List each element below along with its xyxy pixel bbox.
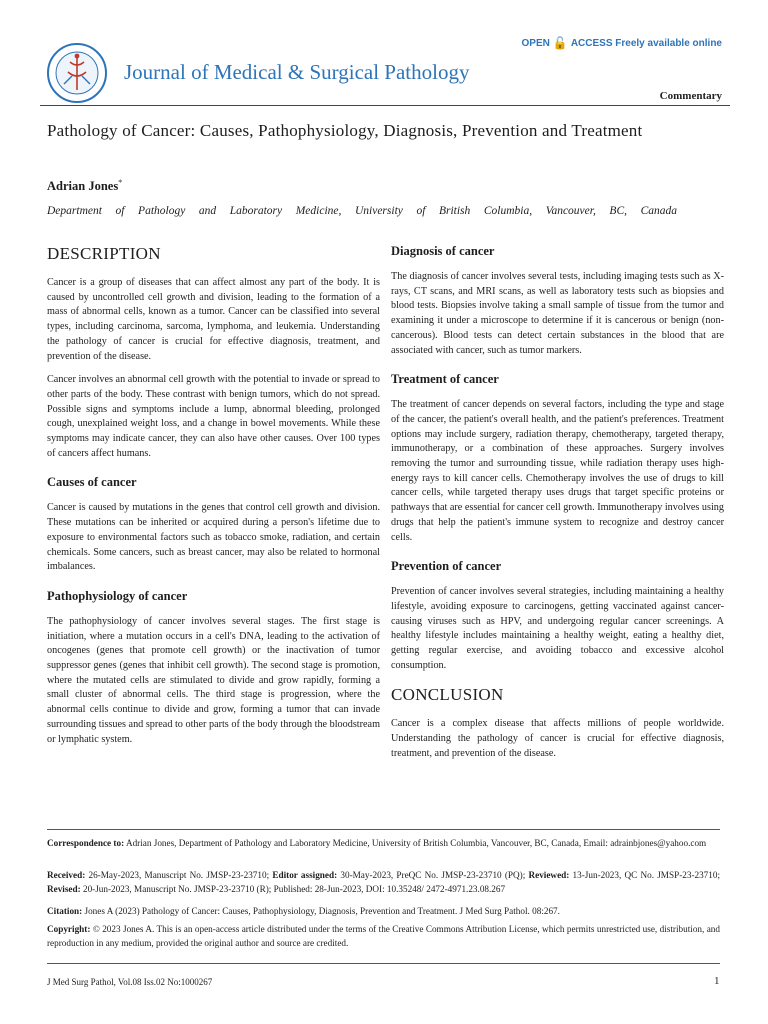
- dates-block: [47, 868, 720, 896]
- correspondence-text: Adrian Jones, Department of Pathology and Laboratory Medicine, University of British Columbia, Vancouver, BC, Canada, Email: adrainbjones@yahoo.com: [125, 838, 707, 848]
- conclusion-paragraph: Cancer is a complex disease that affects millions of people worldwide. Understanding the pathology of cancer is crucial for effective diagnosis, treatment, and prevention of the disease.: [391, 718, 724, 759]
- author-line: [47, 178, 122, 194]
- open-access-label: OPEN: [521, 37, 550, 49]
- copyright-block: [47, 922, 720, 950]
- reviewed-text: 13-Jun-2023, QC No. JMSP-23-23710;: [572, 870, 721, 880]
- citation-text: Jones A (2023) Pathology of Cancer: Causes, Pathophysiology, Diagnosis, Prevention and Treatment. J Med Surg Pathol. 08:267.: [84, 906, 560, 916]
- editor-label: Editor assigned:: [272, 870, 338, 880]
- editor-text: 30-May-2023, PreQC No. JMSP-23-23710 (PQ);: [340, 870, 526, 880]
- journal-header: [40, 30, 730, 110]
- pathophysiology-heading: Pathophysiology of cancer: [47, 588, 188, 603]
- open-lock-icon: 🔓: [552, 36, 568, 50]
- author-affiliation: Department of Pathology and Laboratory Medicine, University of British Columbia, Vancouver, BC, Canada: [47, 205, 677, 217]
- prevention-heading: Prevention of cancer: [391, 559, 502, 574]
- author-name: Adrian Jones: [47, 179, 119, 194]
- treatment-heading: Treatment of cancer: [391, 372, 499, 387]
- copyright-text: © 2023 Jones A. This is an open-access article distributed under the terms of the Creative Commons Attribution License, which permits unrestricted use, distribution, and reproduction in any medium, provided the original author and source are credited.: [47, 924, 720, 948]
- pathophysiology-paragraph: The pathophysiology of cancer involves several stages. The first stage is initiation, where a mutation occurs in a cell's DNA, leading to the activation of oncogenes (genes that promote cell growth) or the inactivation of tumor suppressor genes (genes that inhibit cell growth). The second stage is promotion, where the mutated cells are stimulated to divide and grow rapidly, forming a small cluster of abnormal cells. The third stage is progression, where the abnormal cells continue to divide and grow, forming a tumor that can invade surrounding tissues and spread to other parts of the body through the bloodstream or lymphatic system.: [47, 615, 380, 745]
- journal-logo-icon: [46, 42, 108, 104]
- revised-label: Revised:: [47, 884, 81, 894]
- page-number: 1: [714, 975, 720, 987]
- diagnosis-heading: Diagnosis of cancer: [391, 244, 495, 258]
- citation-block: [47, 904, 720, 918]
- reviewed-label: Reviewed:: [528, 870, 570, 880]
- copyright-label: Copyright:: [47, 924, 91, 934]
- journal-title: Journal of Medical & Surgical Pathology: [124, 60, 470, 84]
- revised-text: 20-Jun-2023, Manuscript No. JMSP-23-23710 (R); Published: 28-Jun-2023, DOI: 10.35248/ 2472-4971.23.08.267: [82, 884, 506, 894]
- open-access-text: ACCESS Freely available online: [570, 37, 722, 49]
- received-text: 26-May-2023, Manuscript No. JMSP-23-23710;: [88, 870, 270, 880]
- description-heading: DESCRIPTION: [47, 244, 161, 263]
- diagnosis-paragraph: The diagnosis of cancer involves several tests, including imaging tests such as X-rays, CT scans, and MRI scans, as well as laboratory tests such as biopsies and blood tests. Biopsies involve taking a small sample of tissue from the tumor and examining it under a microscope to determine if it is cancerous or benign (non-cancerous). Blood tests can detect certain substances in the blood that are associated with cancer, such as tumor markers.: [391, 271, 724, 356]
- author-mark: *: [118, 178, 123, 187]
- article-title: Pathology of Cancer: Causes, Pathophysiology, Diagnosis, Prevention and Treatment: [47, 121, 643, 140]
- conclusion-heading: CONCLUSION: [391, 685, 504, 705]
- footer-divider: [47, 829, 720, 830]
- page-footer-divider: [47, 963, 720, 964]
- open-access-badge: [522, 36, 722, 50]
- article-type: Commentary: [659, 90, 722, 102]
- received-label: Received:: [47, 870, 86, 880]
- correspondence-block: [47, 836, 720, 850]
- prevention-paragraph: Prevention of cancer involves several strategies, including maintaining a healthy lifestyle, avoiding exposure to carcinogens, getting vaccinated against cancer-causing viruses such as HPV, and undergoing regular cancer screenings. A healthy lifestyle includes maintaining a healthy weight, eating a healthy diet, getting regular exercise, and avoiding tobacco and excessive alcohol consumption.: [391, 586, 724, 671]
- description-paragraph-1: Cancer is a group of diseases that can affect almost any part of the body. It is caused by uncontrolled cell growth and division, leading to the formation of a mass of abnormal cells, known as a tumor. Cancer can be classified into several types, including carcinoma, sarcoma, lymphoma, and leukemia. Understanding the pathology of cancer is crucial for effective diagnosis, treatment, and prevention of the disease.: [47, 277, 380, 362]
- description-paragraph-2: Cancer involves an abnormal cell growth with the potential to invade or spread to other parts of the body. These contrast with benign tumors, which do not spread. Possible signs and symptoms include a lump, abnormal bleeding, prolonged cough, unexplained weight loss, and a change in bowel movements. While these symptoms may indicate cancer, they can also have other causes. Over 100 types of cancers affect humans.: [47, 374, 380, 459]
- causes-paragraph: Cancer is caused by mutations in the genes that control cell growth and division. These mutations can be inherited or acquired during a person's lifetime due to exposure to environmental factors such as tobacco smoke, radiation, and certain chemicals. Some cancers, such as breast cancer, may also be related to hormonal imbalances.: [47, 502, 380, 573]
- causes-heading: Causes of cancer: [47, 475, 137, 490]
- header-divider: [40, 105, 730, 106]
- treatment-paragraph: The treatment of cancer depends on several factors, including the type and stage of the cancer, the patient's overall health, and the patient's preferences. Treatment options may include surgery, radiation therapy, chemotherapy, targeted therapy, immunotherapy, or a combination of these approaches. Surgery involves removing the tumor and surrounding tissue, while radiation therapy uses high-energy rays to kill cancer cells. Chemotherapy involves the use of drugs to kill cancer cells, while targeted therapy uses drugs that target specific proteins or pathways that are essential for cancer cell growth. Immunotherapy involves using drugs that help the patient's immune system to recognize and destroy cancer cells.: [391, 399, 724, 543]
- correspondence-label: Correspondence to:: [47, 838, 125, 848]
- right-column: [391, 244, 724, 771]
- left-column: [47, 244, 380, 756]
- citation-label: Citation:: [47, 906, 83, 916]
- journal-reference: J Med Surg Pathol, Vol.08 Iss.02 No:1000267: [47, 977, 213, 987]
